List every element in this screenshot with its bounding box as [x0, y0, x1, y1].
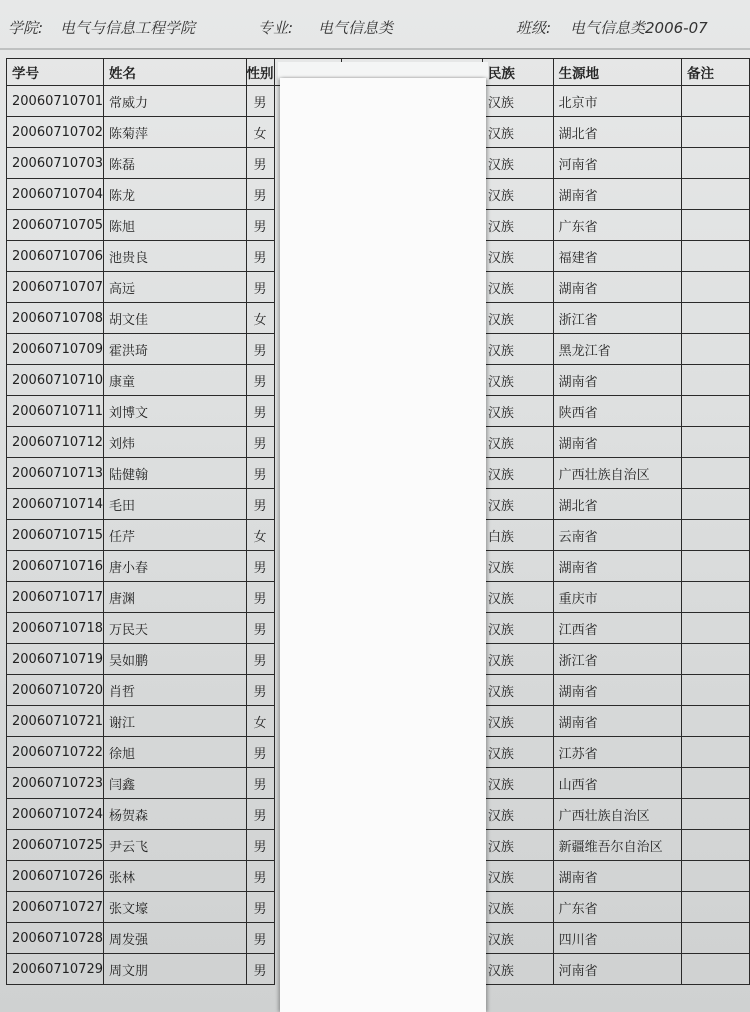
- student-sex-cell: 男: [246, 551, 274, 582]
- origin-cell: 湖北省: [553, 117, 681, 148]
- student-id-cell: 20060710722: [7, 737, 104, 768]
- note-cell: [682, 334, 750, 365]
- major-label: 专业:: [258, 19, 294, 37]
- note-cell: [682, 861, 750, 892]
- student-sex-cell: 男: [246, 644, 274, 675]
- student-id-cell: 20060710704: [7, 179, 104, 210]
- student-name-cell: 高远: [103, 272, 246, 303]
- ethnicity-cell: 汉族: [482, 644, 553, 675]
- origin-cell: 江西省: [553, 613, 681, 644]
- note-cell: [682, 458, 750, 489]
- student-sex-cell: 男: [246, 582, 274, 613]
- student-id-cell: 20060710701: [7, 86, 104, 117]
- document-header: [0, 17, 750, 47]
- student-sex-cell: 男: [246, 272, 274, 303]
- student-id-cell: 20060710714: [7, 489, 104, 520]
- note-cell: [682, 489, 750, 520]
- ethnicity-cell: 汉族: [482, 830, 553, 861]
- student-id-cell: 20060710713: [7, 458, 104, 489]
- origin-cell: 新疆维吾尔自治区: [553, 830, 681, 861]
- note-cell: [682, 799, 750, 830]
- note-cell: [682, 923, 750, 954]
- ethnicity-cell: 汉族: [482, 117, 553, 148]
- ethnicity-cell: 汉族: [482, 706, 553, 737]
- student-sex-cell: 男: [246, 334, 274, 365]
- student-name-cell: 陈菊萍: [103, 117, 246, 148]
- col-header-ethnicity: 民族: [482, 59, 553, 86]
- note-cell: [682, 272, 750, 303]
- class-value: 电气信息类2006-07: [570, 19, 708, 37]
- origin-cell: 广西壮族自治区: [553, 799, 681, 830]
- student-sex-cell: 女: [246, 117, 274, 148]
- student-name-cell: 霍洪琦: [103, 334, 246, 365]
- note-cell: [682, 520, 750, 551]
- origin-cell: 浙江省: [553, 644, 681, 675]
- student-name-cell: 池贵良: [103, 241, 246, 272]
- student-name-cell: 陈旭: [103, 210, 246, 241]
- ethnicity-cell: 汉族: [482, 768, 553, 799]
- origin-cell: 湖北省: [553, 489, 681, 520]
- student-sex-cell: 男: [246, 148, 274, 179]
- student-name-cell: 张文壕: [103, 892, 246, 923]
- note-cell: [682, 303, 750, 334]
- ethnicity-cell: 汉族: [482, 458, 553, 489]
- student-sex-cell: 男: [246, 241, 274, 272]
- student-id-cell: 20060710715: [7, 520, 104, 551]
- origin-cell: 陕西省: [553, 396, 681, 427]
- student-name-cell: 毛田: [103, 489, 246, 520]
- origin-cell: 湖南省: [553, 179, 681, 210]
- note-cell: [682, 241, 750, 272]
- student-sex-cell: 男: [246, 861, 274, 892]
- note-cell: [682, 830, 750, 861]
- origin-cell: 山西省: [553, 768, 681, 799]
- origin-cell: 湖南省: [553, 706, 681, 737]
- student-id-cell: 20060710718: [7, 613, 104, 644]
- ethnicity-cell: 汉族: [482, 861, 553, 892]
- student-sex-cell: 男: [246, 613, 274, 644]
- student-sex-cell: 女: [246, 303, 274, 334]
- origin-cell: 湖南省: [553, 551, 681, 582]
- student-name-cell: 万民天: [103, 613, 246, 644]
- student-name-cell: 周文朋: [103, 954, 246, 985]
- student-id-cell: 20060710708: [7, 303, 104, 334]
- ethnicity-cell: 汉族: [482, 892, 553, 923]
- student-name-cell: 张林: [103, 861, 246, 892]
- student-name-cell: 肖哲: [103, 675, 246, 706]
- ethnicity-cell: 汉族: [482, 582, 553, 613]
- student-sex-cell: 女: [246, 706, 274, 737]
- origin-cell: 北京市: [553, 86, 681, 117]
- student-id-cell: 20060710724: [7, 799, 104, 830]
- college-label: 学院:: [8, 19, 44, 37]
- major-value: 电气信息类: [318, 19, 394, 37]
- note-cell: [682, 644, 750, 675]
- student-id-cell: 20060710710: [7, 365, 104, 396]
- origin-cell: 黑龙江省: [553, 334, 681, 365]
- student-id-cell: 20060710702: [7, 117, 104, 148]
- origin-cell: 福建省: [553, 241, 681, 272]
- student-sex-cell: 男: [246, 830, 274, 861]
- student-sex-cell: 女: [246, 520, 274, 551]
- origin-cell: 湖南省: [553, 427, 681, 458]
- ethnicity-cell: 汉族: [482, 334, 553, 365]
- ethnicity-cell: 汉族: [482, 179, 553, 210]
- student-sex-cell: 男: [246, 675, 274, 706]
- student-name-cell: 刘博文: [103, 396, 246, 427]
- student-id-cell: 20060710727: [7, 892, 104, 923]
- origin-cell: 江苏省: [553, 737, 681, 768]
- student-name-cell: 陆健翰: [103, 458, 246, 489]
- student-name-cell: 唐渊: [103, 582, 246, 613]
- student-id-cell: 20060710719: [7, 644, 104, 675]
- ethnicity-cell: 汉族: [482, 489, 553, 520]
- page-fold: [0, 48, 750, 50]
- origin-cell: 湖南省: [553, 675, 681, 706]
- student-id-cell: 20060710729: [7, 954, 104, 985]
- ethnicity-cell: 汉族: [482, 613, 553, 644]
- student-name-cell: 唐小春: [103, 551, 246, 582]
- origin-cell: 湖南省: [553, 272, 681, 303]
- note-cell: [682, 86, 750, 117]
- ethnicity-cell: 汉族: [482, 675, 553, 706]
- origin-cell: 河南省: [553, 148, 681, 179]
- student-id-cell: 20060710721: [7, 706, 104, 737]
- origin-cell: 河南省: [553, 954, 681, 985]
- origin-cell: 云南省: [553, 520, 681, 551]
- note-cell: [682, 117, 750, 148]
- col-header-note: 备注: [682, 59, 750, 86]
- ethnicity-cell: 汉族: [482, 365, 553, 396]
- student-id-cell: 20060710725: [7, 830, 104, 861]
- origin-cell: 湖南省: [553, 365, 681, 396]
- student-sex-cell: 男: [246, 799, 274, 830]
- origin-cell: 重庆市: [553, 582, 681, 613]
- note-cell: [682, 179, 750, 210]
- col-header-sex: 性别: [246, 59, 274, 86]
- ethnicity-cell: 汉族: [482, 241, 553, 272]
- col-header-name: 姓名: [103, 59, 246, 86]
- note-cell: [682, 210, 750, 241]
- student-id-cell: 20060710711: [7, 396, 104, 427]
- note-cell: [682, 148, 750, 179]
- student-name-cell: 胡文佳: [103, 303, 246, 334]
- student-id-cell: 20060710720: [7, 675, 104, 706]
- origin-cell: 湖南省: [553, 861, 681, 892]
- student-name-cell: 周发强: [103, 923, 246, 954]
- student-sex-cell: 男: [246, 489, 274, 520]
- col-header-origin: 生源地: [553, 59, 681, 86]
- note-cell: [682, 675, 750, 706]
- student-name-cell: 任芹: [103, 520, 246, 551]
- note-cell: [682, 613, 750, 644]
- student-name-cell: 徐旭: [103, 737, 246, 768]
- note-cell: [682, 706, 750, 737]
- student-sex-cell: 男: [246, 892, 274, 923]
- note-cell: [682, 768, 750, 799]
- student-name-cell: 杨贺森: [103, 799, 246, 830]
- ethnicity-cell: 汉族: [482, 923, 553, 954]
- student-id-cell: 20060710716: [7, 551, 104, 582]
- class-label: 班级:: [516, 19, 552, 37]
- note-cell: [682, 427, 750, 458]
- note-cell: [682, 365, 750, 396]
- student-name-cell: 闫鑫: [103, 768, 246, 799]
- origin-cell: 广东省: [553, 892, 681, 923]
- ethnicity-cell: 汉族: [482, 86, 553, 117]
- redaction-strip: [280, 78, 486, 1012]
- student-sex-cell: 男: [246, 86, 274, 117]
- origin-cell: 四川省: [553, 923, 681, 954]
- college-value: 电气与信息工程学院: [60, 19, 196, 37]
- student-id-cell: 20060710709: [7, 334, 104, 365]
- student-id-cell: 20060710723: [7, 768, 104, 799]
- student-name-cell: 陈磊: [103, 148, 246, 179]
- student-sex-cell: 男: [246, 427, 274, 458]
- ethnicity-cell: 汉族: [482, 148, 553, 179]
- ethnicity-cell: 汉族: [482, 551, 553, 582]
- ethnicity-cell: 汉族: [482, 396, 553, 427]
- student-sex-cell: 男: [246, 923, 274, 954]
- student-sex-cell: 男: [246, 210, 274, 241]
- student-name-cell: 刘炜: [103, 427, 246, 458]
- note-cell: [682, 737, 750, 768]
- student-id-cell: 20060710717: [7, 582, 104, 613]
- student-id-cell: 20060710707: [7, 272, 104, 303]
- student-sex-cell: 男: [246, 396, 274, 427]
- student-id-cell: 20060710726: [7, 861, 104, 892]
- student-name-cell: 谢江: [103, 706, 246, 737]
- student-name-cell: 尹云飞: [103, 830, 246, 861]
- student-sex-cell: 男: [246, 179, 274, 210]
- origin-cell: 广东省: [553, 210, 681, 241]
- ethnicity-cell: 汉族: [482, 427, 553, 458]
- note-cell: [682, 551, 750, 582]
- student-id-cell: 20060710706: [7, 241, 104, 272]
- ethnicity-cell: 白族: [482, 520, 553, 551]
- note-cell: [682, 892, 750, 923]
- note-cell: [682, 582, 750, 613]
- student-sex-cell: 男: [246, 458, 274, 489]
- col-header-id: 学号: [7, 59, 104, 86]
- student-name-cell: 陈龙: [103, 179, 246, 210]
- student-sex-cell: 男: [246, 954, 274, 985]
- student-id-cell: 20060710705: [7, 210, 104, 241]
- origin-cell: 浙江省: [553, 303, 681, 334]
- note-cell: [682, 396, 750, 427]
- origin-cell: 广西壮族自治区: [553, 458, 681, 489]
- student-name-cell: 吴如鹏: [103, 644, 246, 675]
- student-sex-cell: 男: [246, 737, 274, 768]
- ethnicity-cell: 汉族: [482, 210, 553, 241]
- student-id-cell: 20060710712: [7, 427, 104, 458]
- note-cell: [682, 954, 750, 985]
- ethnicity-cell: 汉族: [482, 954, 553, 985]
- student-sex-cell: 男: [246, 365, 274, 396]
- ethnicity-cell: 汉族: [482, 303, 553, 334]
- student-sex-cell: 男: [246, 768, 274, 799]
- student-id-cell: 20060710703: [7, 148, 104, 179]
- student-name-cell: 康童: [103, 365, 246, 396]
- ethnicity-cell: 汉族: [482, 737, 553, 768]
- student-id-cell: 20060710728: [7, 923, 104, 954]
- ethnicity-cell: 汉族: [482, 799, 553, 830]
- ethnicity-cell: 汉族: [482, 272, 553, 303]
- student-name-cell: 常威力: [103, 86, 246, 117]
